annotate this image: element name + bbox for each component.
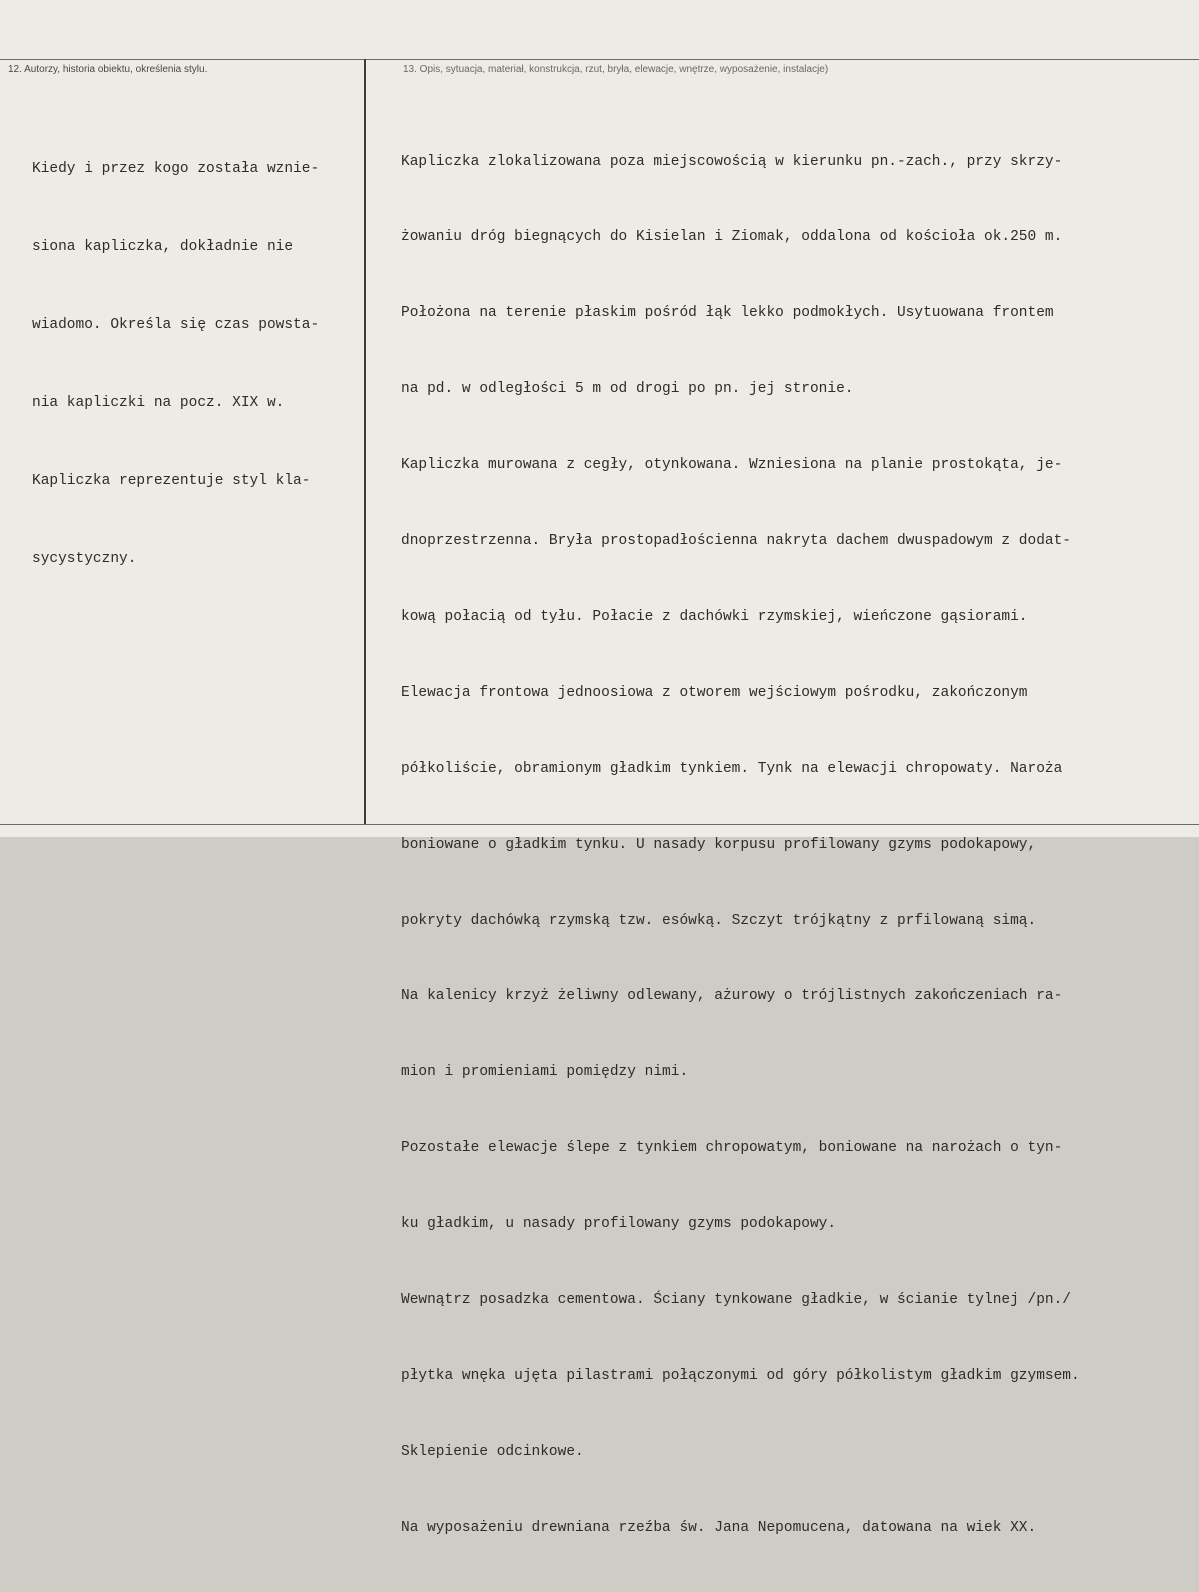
header-rule	[0, 59, 1199, 60]
description-line: mion i promieniami pomiędzy nimi.	[401, 1064, 689, 1081]
description-line: Pozostałe elewacje ślepe z tynkiem chropowatym, boniowane na narożach o tyn-	[401, 1140, 1063, 1157]
description-line: Na wyposażeniu drewniana rzeźba św. Jana Nepomucena, datowana na wiek XX.	[401, 1519, 1037, 1536]
description-line: żowaniu dróg biegnących do Kisielan i Ziomak, oddalona od kościoła ok.250 m.	[401, 229, 1063, 246]
description-line: dnoprzestrzenna. Bryła prostopadłościenna nakryta dachem dwuspadowym z dodat-	[401, 533, 1072, 550]
description-line: półkoliście, obramionym gładkim tynkiem. Tynk na elewacji chropowaty. Naroża	[401, 760, 1063, 777]
description-line: kową połacią od tyłu. Połacie z dachówki rzymskiej, wieńczone gąsiorami.	[401, 608, 1028, 625]
history-line: Kiedy i przez kogo została wznie-	[32, 161, 320, 177]
description-line: Wewnątrz posadzka cementowa. Ściany tynkowane gładkie, w ścianie tylnej /pn./	[401, 1291, 1072, 1308]
history-line: Kapliczka reprezentuje styl kla-	[32, 473, 311, 489]
description-line: Sklepienie odcinkowe.	[401, 1443, 584, 1460]
description-line: płytka wnęka ujęta pilastrami połączonymi od góry półkolistym gładkim gzymsem.	[401, 1367, 1080, 1384]
description-line: Na kalenicy krzyż żeliwny odlewany, ażurowy o trójlistnych zakończeniach ra-	[401, 988, 1063, 1005]
history-line: nia kapliczki na pocz. XIX w.	[32, 395, 285, 411]
column-divider	[364, 59, 366, 824]
description-line: Kapliczka murowana z cegły, otynkowana. Wzniesiona na planie prostokąta, je-	[401, 457, 1063, 474]
description-line: Elewacja frontowa jednoosiowa z otworem wejściowym pośrodku, zakończonym	[401, 684, 1028, 701]
description-line: ku gładkim, u nasady profilowany gzyms podokapowy.	[401, 1216, 837, 1233]
description-line: pokryty dachówką rzymską tzw. esówką. Szczyt trójkątny z prfilowaną simą.	[401, 912, 1037, 929]
description-text	[401, 99, 1080, 1592]
description-line: boniowane o gładkim tynku. U nasady korpusu profilowany gzyms podokapowy,	[401, 836, 1037, 853]
history-line: wiadomo. Określa się czas powsta-	[32, 317, 320, 333]
description-line: Kapliczka zlokalizowana poza miejscowością w kierunku pn.-zach., przy skrzy-	[401, 153, 1063, 170]
right-column-header: 13. Opis, sytuacja, materiał, konstrukcja, rzut, bryła, elewacje, wnętrze, wyposażenie, instalacje)	[403, 64, 829, 75]
description-line: Położona na terenie płaskim pośród łąk lekko podmokłych. Usytuowana frontem	[401, 305, 1054, 322]
description-line: na pd. w odległości 5 m od drogi po pn. jej stronie.	[401, 381, 854, 398]
history-line: sycystyczny.	[32, 551, 137, 567]
history-line: siona kapliczka, dokładnie nie	[32, 239, 294, 255]
left-column-header: 12. Autorzy, historia obiektu, określenia stylu.	[8, 64, 208, 75]
history-text	[32, 104, 319, 624]
